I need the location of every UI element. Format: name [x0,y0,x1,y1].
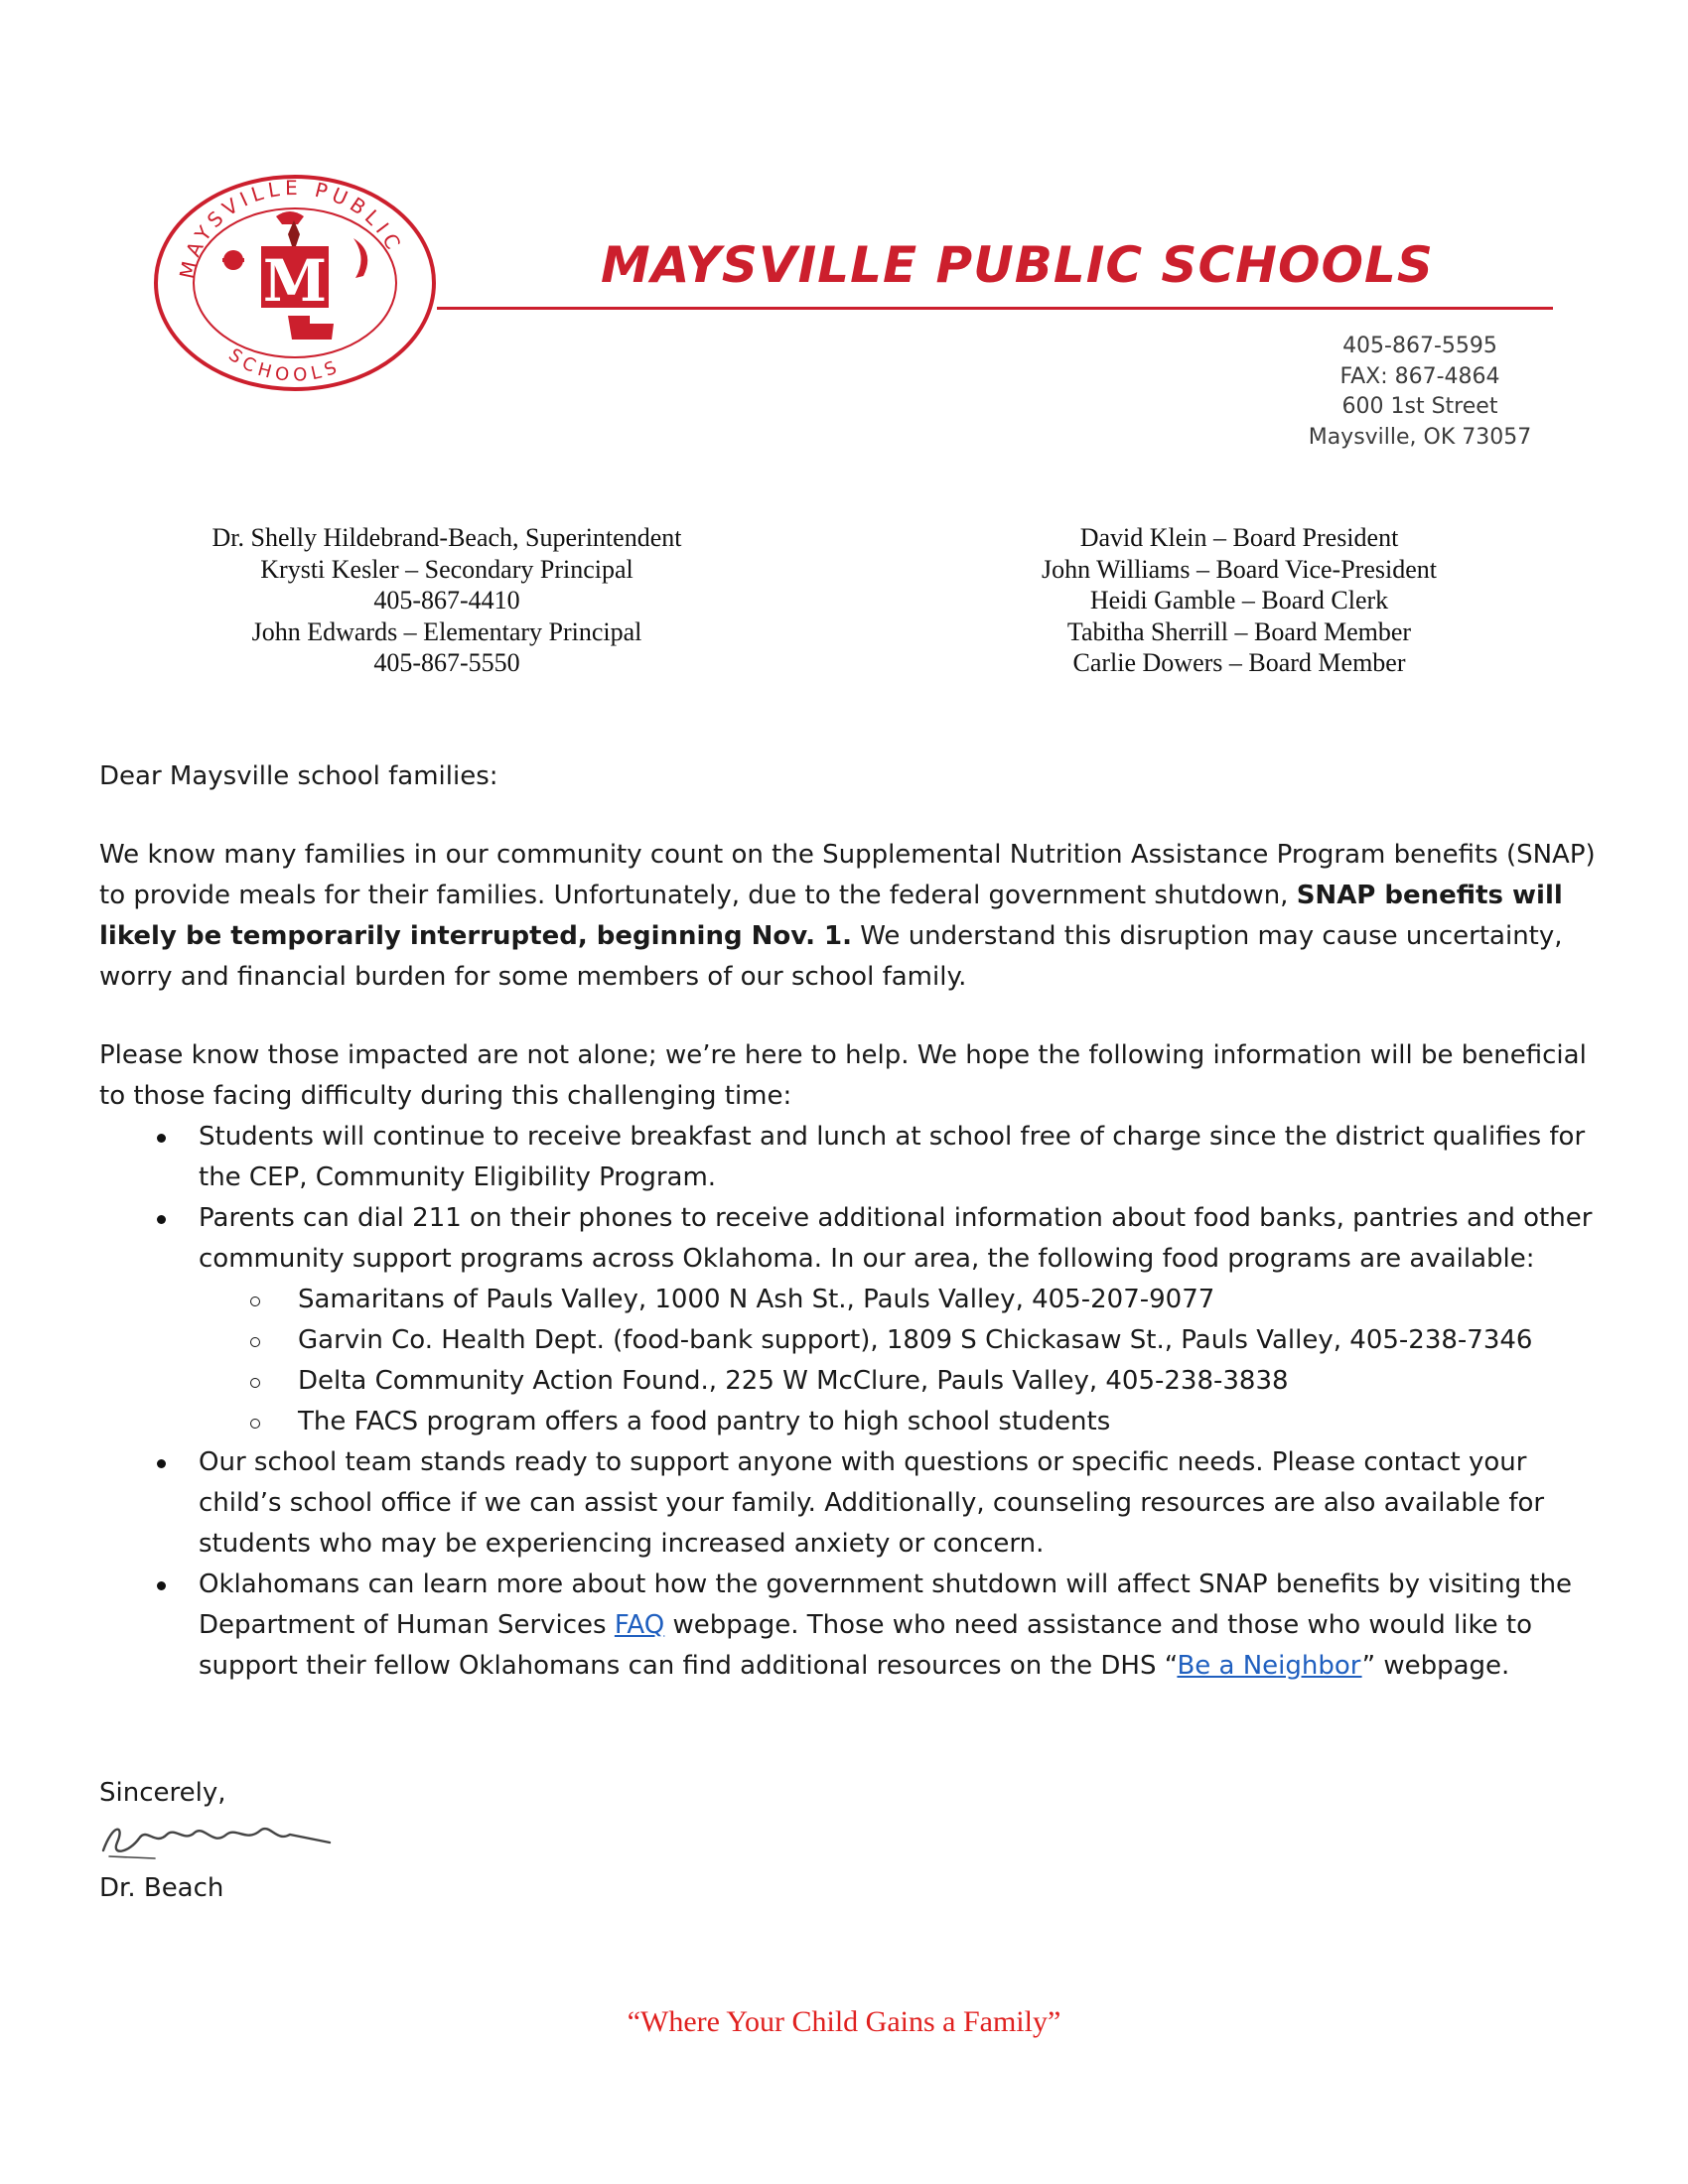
list-item [99,1442,1609,1565]
bold-notice: SNAP benefits will likely be temporarily interrupted, beginning Nov. 1. [99,881,1563,951]
handwritten-signature [95,1813,334,1868]
administration-list [149,522,745,679]
be-a-neighbor-link[interactable]: Be a Neighbor [1177,1651,1362,1681]
bullet-icon [157,1459,166,1468]
svg-text:SCHOOLS: SCHOOLS [224,344,345,386]
street-address: 600 1st Street [1341,394,1498,419]
paragraph-text: We know many families in our community count on the Supplemental Nutrition Assistance Program benefits (SNAP) to provide meals for their families. Unfortunately, due to the federal government shutdown, [99,840,1596,910]
food-program-list [199,1280,1609,1442]
list-item-text: webpage. Those who need assistance and those who would like to support their fellow Oklahomans can find additional resources on the DHS “ [199,1610,1532,1681]
staff-line: 405-867-4410 [373,586,520,614]
board-line: Tabitha Sherrill – Board Member [1066,616,1412,646]
contact-block [1231,332,1609,453]
list-item-text: Oklahomans can learn more about how the government shutdown will affect SNAP benefits by visiting the Department of Human Services [199,1570,1573,1640]
bullet-icon [157,1581,166,1590]
board-line: Carlie Dowers – Board Member [1072,648,1406,677]
sub-list-item-text: Garvin Co. Health Dept. (food-bank support), 1809 S Chickasaw St., Pauls Valley, 405-238-7346 [298,1325,1533,1355]
list-item [99,1198,1609,1442]
circle-bullet-icon [250,1378,260,1388]
resource-list [99,1117,1609,1687]
sub-list-item [199,1320,1609,1361]
paragraph-help: Please know those impacted are not alone; we’re here to help. We hope the following information will be beneficial to those facing difficulty during this challenging time: [99,1040,1587,1111]
school-name-title: MAYSVILLE PUBLIC SCHOOLS [601,236,1434,294]
sub-list-item [199,1402,1609,1442]
list-item-text: Parents can dial 211 on their phones to receive additional information about food banks, pantries and other community support programs across Oklahoma. In our area, the following food programs are available: [199,1203,1593,1274]
staff-line: Dr. Shelly Hildebrand-Beach, Superintendent [211,523,682,552]
paragraph-text: We understand this disruption may cause uncertainty, worry and financial burden for some members of our school family. [99,921,1563,992]
sub-list-item [199,1361,1609,1402]
svg-text:M: M [262,247,328,315]
list-item-text: Students will continue to receive breakfast and lunch at school free of charge since the district qualifies for the CEP, Community Eligibility Program. [199,1122,1586,1192]
fax-number: FAX: 867-4864 [1339,363,1500,389]
city-state-zip: Maysville, OK 73057 [1308,424,1532,450]
bullet-icon [157,1215,166,1224]
paragraph-snap-notice [99,835,1609,998]
board-line: John Williams – Board Vice-President [1042,554,1437,584]
footer-motto: “Where Your Child Gains a Family” [627,2005,1061,2038]
closing: Sincerely, [99,1778,226,1808]
svg-text:MAYSVILLE PUBLIC: MAYSVILLE PUBLIC [174,175,408,281]
letter-body [99,756,1609,1687]
bullet-icon [157,1134,166,1143]
staff-line: John Edwards – Elementary Principal [251,616,642,646]
circle-bullet-icon [250,1297,260,1306]
staff-line: Krysti Kesler – Secondary Principal [260,554,633,584]
circle-bullet-icon [250,1419,260,1429]
list-item [99,1565,1609,1687]
signature-name: Dr. Beach [99,1873,224,1903]
staff-line: 405-867-5550 [373,648,520,677]
board-line: Heidi Gamble – Board Clerk [1089,586,1389,614]
board-line: David Klein – Board President [1079,523,1399,552]
list-item-text: ” webpage. [1361,1651,1510,1681]
phone-number: 405-867-5595 [1342,334,1497,358]
faq-link[interactable]: FAQ [614,1610,665,1640]
sub-list-item-text: Samaritans of Pauls Valley, 1000 N Ash St., Pauls Valley, 405-207-9077 [298,1285,1215,1314]
greeting: Dear Maysville school families: [99,761,498,791]
district-seal-logo [149,169,437,397]
sub-list-item-text: Delta Community Action Found., 225 W McClure, Pauls Valley, 405-238-3838 [298,1366,1289,1396]
sub-list-item-text: The FACS program offers a food pantry to high school students [298,1407,1111,1436]
list-item [99,1117,1609,1198]
list-item-text: Our school team stands ready to support anyone with questions or specific needs. Please contact your child’s school office if we can assist your family. Additionally, counseling resources are also available for students who may be experiencing increased anxiety or concern. [199,1447,1545,1559]
sub-list-item [199,1280,1609,1320]
header-rule [437,307,1553,310]
circle-bullet-icon [250,1337,260,1347]
board-list [941,522,1537,679]
